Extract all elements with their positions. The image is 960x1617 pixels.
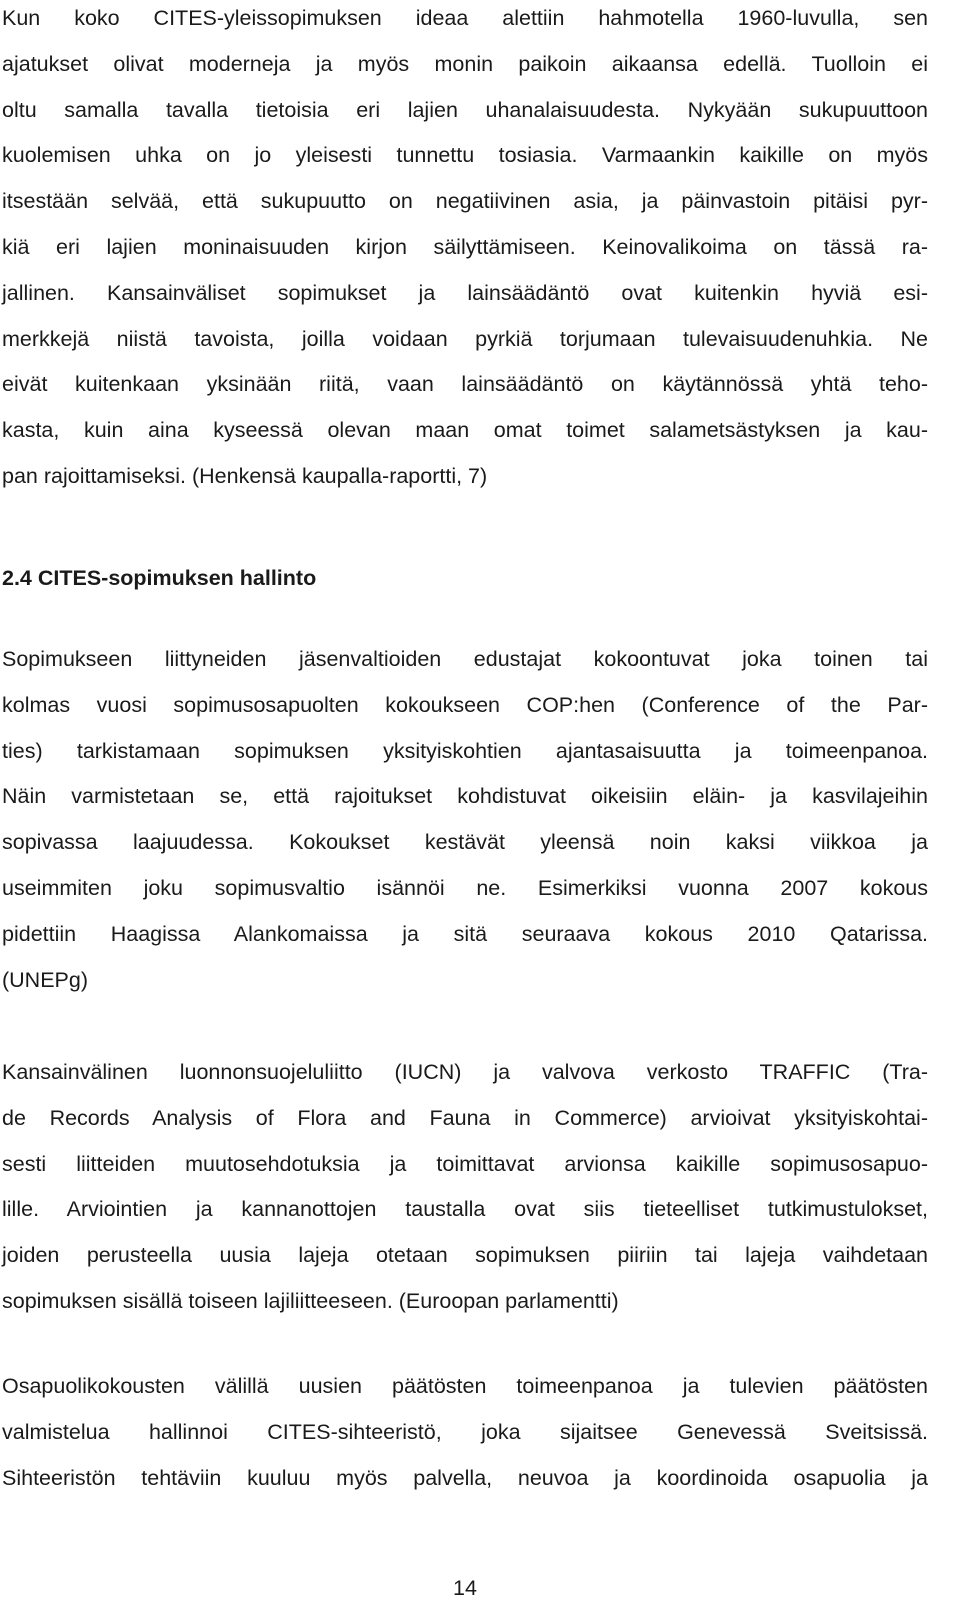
text-line: Sihteeristön tehtäviin kuuluu myös palvella, neuvoa ja koordinoida osapuolia ja: [2, 1465, 928, 1490]
text-line: ties) tarkistamaan sopimuksen yksityiskohtien ajantasaisuutta ja toimeenpanoa.: [2, 738, 928, 763]
text-line: Näin varmistetaan se, että rajoitukset kohdistuvat oikeisiin eläin- ja kasvilajeihin: [2, 784, 928, 809]
text-line: (UNEPg): [2, 967, 89, 992]
text-line: joiden perusteella uusia lajeja otetaan sopimuksen piiriin tai lajeja vaihdetaan: [2, 1243, 928, 1268]
text-line: Kansainvälinen luonnonsuojeluliitto (IUCN) ja valvova verkosto TRAFFIC (Tra-: [2, 1060, 928, 1084]
text-line: itsestään selvää, että sukupuutto on negatiivinen asia, ja päinvastoin pitäisi pyr-: [2, 189, 928, 214]
section-heading: 2.4 CITES-sopimuksen hallinto: [2, 566, 317, 590]
text-line: Osapuolikokousten välillä uusien päätösten toimeenpanoa ja tulevien päätösten: [2, 1374, 928, 1398]
text-line: eivät kuitenkaan yksinään riitä, vaan lainsäädäntö on käytännössä yhtä teho-: [2, 372, 928, 397]
text-line: kuolemisen uhka on jo yleisesti tunnettu tosiasia. Varmaankin kaikille on myös: [2, 143, 928, 168]
text-line: valmistelua hallinnoi CITES-sihteeristö, joka sijaitsee Genevessä Sveitsissä.: [2, 1419, 928, 1444]
paragraph-secretariat: [2, 1364, 928, 1501]
text-line: useimmiten joku sopimusvaltio isännöi ne. Esimerkiksi vuonna 2007 kokous: [2, 875, 928, 900]
text-line: pan rajoittamiseksi. (Henkensä kaupalla-raportti, 7): [2, 463, 488, 488]
paragraph-iucn-traffic: [2, 1050, 928, 1325]
text-line: Sopimukseen liittyneiden jäsenvaltioiden edustajat kokoontuvat joka toinen tai: [2, 647, 928, 671]
text-line: kolmas vuosi sopimusosapuolten kokoukseen COP:hen (Conference of the Par-: [2, 692, 928, 717]
text-line: jallinen. Kansainväliset sopimukset ja lainsäädäntö ovat kuitenkin hyviä esi-: [2, 280, 928, 305]
text-line: Kun koko CITES-yleissopimuksen ideaa alettiin hahmotella 1960-luvulla, sen: [2, 6, 928, 30]
text-line: lille. Arviointien ja kannanottojen taustalla ovat siis tieteelliset tutkimustulokset,: [2, 1197, 928, 1222]
text-line: merkkejä niistä tavoista, joilla voidaan pyrkiä torjumaan tulevaisuudenuhkia. Ne: [2, 326, 928, 351]
page-number: 14: [453, 1576, 477, 1600]
text-line: de Records Analysis of Flora and Fauna in Commerce) arvioivat yksityiskohtai-: [2, 1105, 928, 1130]
text-line: kasta, kuin aina kyseessä olevan maan omat toimet salametsästyksen ja kau-: [2, 418, 928, 443]
text-line: ajatukset olivat moderneja ja myös monin paikoin aikaansa edellä. Tuolloin ei: [2, 51, 928, 76]
paragraph-cop-meetings: [2, 637, 928, 1003]
text-line: sopivassa laajuudessa. Kokoukset kestävät yleensä noin kaksi viikkoa ja: [2, 830, 928, 855]
text-line: pidettiin Haagissa Alankomaissa ja sitä seuraava kokous 2010 Qatarissa.: [2, 921, 928, 946]
paragraph-cites-background: [2, 0, 928, 500]
text-line: sesti liitteiden muutosehdotuksia ja toimittavat arvionsa kaikille sopimusosapuo-: [2, 1151, 928, 1176]
text-line: kiä eri lajien moninaisuuden kirjon säilyttämiseen. Keinovalikoima on tässä ra-: [2, 234, 928, 259]
text-line: oltu samalla tavalla tietoisia eri lajien uhanalaisuudesta. Nykyään sukupuuttoon: [2, 97, 928, 122]
text-line: sopimuksen sisällä toiseen lajiliitteeseen. (Euroopan parlamentti): [2, 1288, 619, 1313]
